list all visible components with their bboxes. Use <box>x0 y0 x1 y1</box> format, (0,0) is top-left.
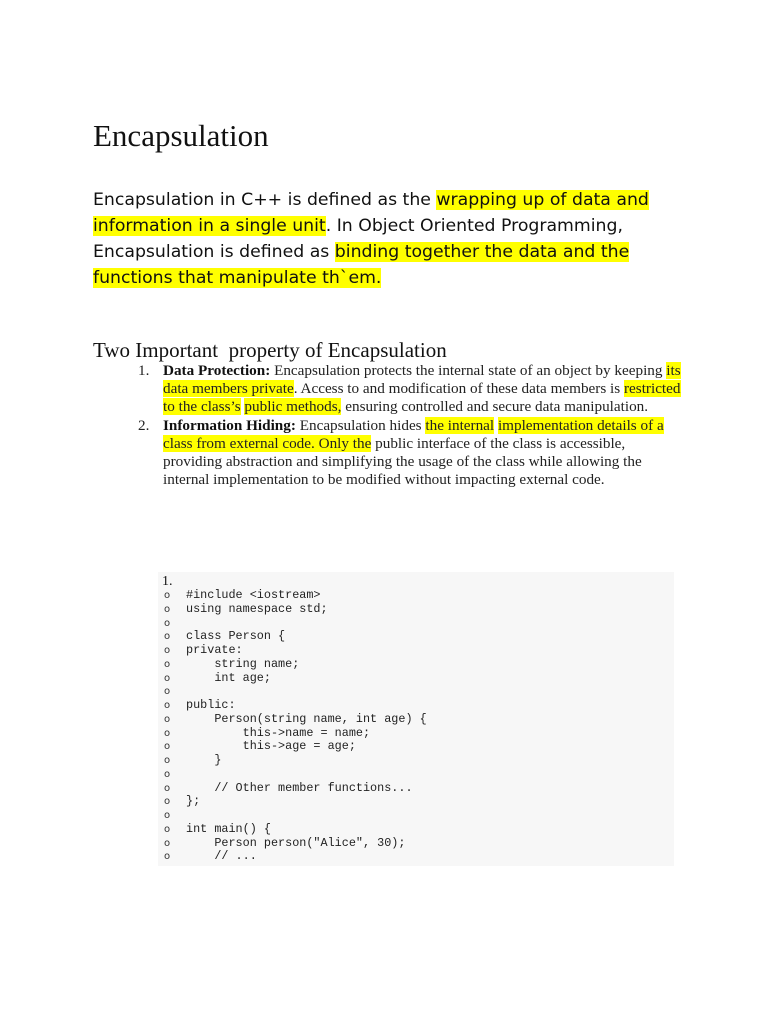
term-label: Information Hiding: <box>163 416 296 434</box>
intro-text-1: Encapsulation in C++ is defined as the <box>93 190 437 210</box>
code-text: private: <box>186 643 243 657</box>
bullet-icon: o <box>164 810 171 821</box>
highlight-text: the internal <box>425 416 495 434</box>
intro-text-2: . In Object Oriented Programming, Encapsulation is defined as <box>93 216 623 262</box>
body-text: Encapsulation hides <box>295 416 426 434</box>
code-text: // ... <box>186 849 257 864</box>
highlight-text: restricted to the class’s <box>163 380 681 416</box>
code-text: class Person { <box>186 629 286 644</box>
body-text: . Access to and modification of these data members is <box>293 380 624 398</box>
code-text: #include <iostream> <box>186 588 321 602</box>
code-text: int age; <box>186 670 271 685</box>
code-text: using namespace std; <box>186 601 328 616</box>
highlight-text: implementation details of a class from external code. Only the <box>163 416 664 452</box>
bullet-icon: o <box>164 768 171 780</box>
list-number: 1. <box>138 362 150 379</box>
code-text: } <box>186 753 222 767</box>
bullet-icon: o <box>164 727 171 739</box>
code-text: public: <box>186 698 236 712</box>
bullet-icon: o <box>164 741 171 753</box>
highlight-text: its data members private <box>163 362 681 398</box>
code-text: Person(string name, int age) { <box>186 711 427 726</box>
section-heading: Two Important property of Encapsulation <box>93 338 447 362</box>
highlight-text: public methods, <box>244 398 342 416</box>
bullet-icon: o <box>164 590 171 601</box>
bullet-icon: o <box>164 700 171 711</box>
code-text: // Other member functions... <box>186 780 413 795</box>
list-item-information-hiding <box>93 417 683 490</box>
code-text: }; <box>186 794 201 809</box>
code-text: this->age = age; <box>186 739 356 754</box>
bullet-icon: o <box>164 645 171 656</box>
code-text: string name; <box>186 656 300 671</box>
body-text: ensuring controlled and secure data manipulation. <box>341 398 649 416</box>
bullet-icon: o <box>164 823 171 835</box>
bullet-icon: o <box>164 837 171 849</box>
code-text: Person person("Alice", 30); <box>186 835 406 850</box>
list-item-data-protection <box>93 362 683 417</box>
bullet-icon: o <box>164 658 171 670</box>
body-text: Encapsulation protects the internal state of an object by keeping <box>270 362 667 379</box>
bullet-icon: o <box>164 672 171 684</box>
page-title: Encapsulation <box>93 118 269 153</box>
bullet-icon: o <box>164 755 171 766</box>
term-label: Data Protection: <box>163 362 271 379</box>
code-text: int main() { <box>186 821 271 836</box>
body-text: public interface of the class is accessible, providing abstraction and simplifying the usage of the class while allowing the internal implementation to be modified without impacting external code. <box>163 434 642 489</box>
intro-highlight-2: binding together the data and the functions that manipulate th`em. <box>93 242 630 288</box>
code-block-number: 1. <box>162 574 173 589</box>
code-block <box>158 572 674 866</box>
list-number: 2. <box>138 416 150 434</box>
bullet-icon: o <box>164 617 171 629</box>
bullet-icon: o <box>164 796 171 808</box>
bullet-icon: o <box>164 713 171 725</box>
bullet-icon: o <box>164 631 171 643</box>
code-text: this->name = name; <box>186 725 371 740</box>
bullet-icon: o <box>164 686 171 698</box>
intro-paragraph <box>93 187 653 291</box>
bullet-icon: o <box>164 603 171 615</box>
bullet-icon: o <box>164 851 171 863</box>
intro-highlight-1: wrapping up of data and information in a single unit <box>93 190 649 236</box>
bullet-icon: o <box>164 782 171 794</box>
property-list <box>93 362 683 489</box>
